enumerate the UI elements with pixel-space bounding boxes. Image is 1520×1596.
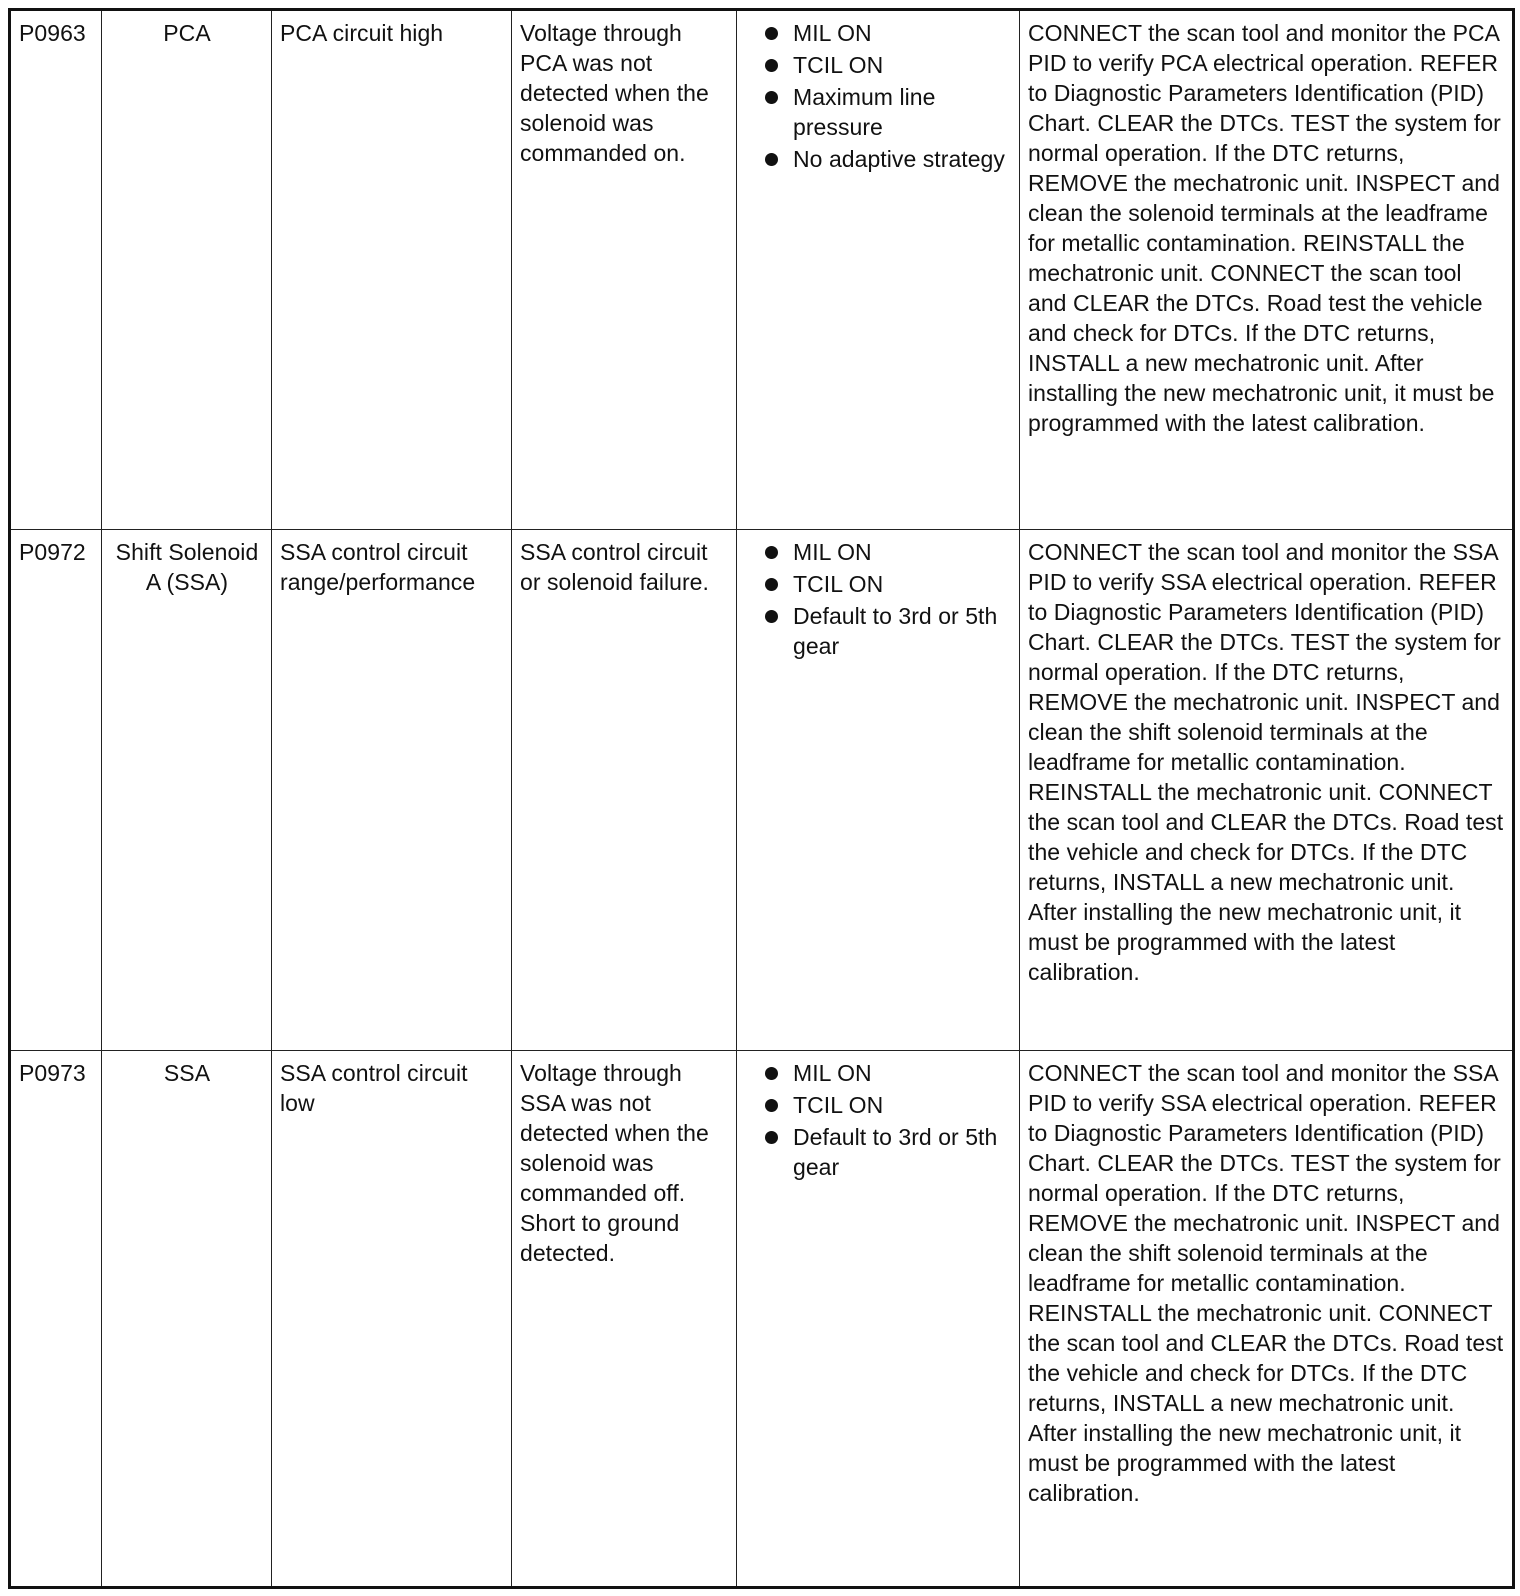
description: SSA control circuit low (272, 1051, 512, 1588)
symptom-text: MIL ON (793, 1060, 872, 1086)
symptoms-cell (737, 1051, 1020, 1588)
symptom-item (745, 1058, 1012, 1088)
bullet-icon (765, 610, 778, 623)
symptom-text: MIL ON (793, 20, 872, 46)
action: CONNECT the scan tool and monitor the SSA PID to verify SSA electrical operation. REFER to Diagnostic Parameters Identification (PID) Chart. CLEAR the DTCs. TEST the system for normal operation. If the DTC returns, REMOVE the mechatronic unit. INSPECT and clean the shift solenoid terminals at the leadframe for metallic contamination. REINSTALL the mechatronic unit. CONNECT the scan tool and CLEAR the DTCs. Road test the vehicle and check for DTCs. If the DTC returns, INSTALL a new mechatronic unit. After installing the new mechatronic unit, it must be programmed with the latest calibration. (1020, 530, 1514, 1051)
symptoms-cell (737, 10, 1020, 530)
symptom-text: TCIL ON (793, 571, 884, 597)
bullet-icon (765, 153, 778, 166)
table-row (10, 530, 1514, 1051)
condition: SSA control circuit or solenoid failure. (512, 530, 737, 1051)
symptom-text: No adaptive strategy (793, 146, 1005, 172)
symptom-item (745, 569, 1012, 599)
description: SSA control circuit range/performance (272, 530, 512, 1051)
action: CONNECT the scan tool and monitor the SSA PID to verify SSA electrical operation. REFER to Diagnostic Parameters Identification (PID) Chart. CLEAR the DTCs. TEST the system for normal operation. If the DTC returns, REMOVE the mechatronic unit. INSPECT and clean the shift solenoid terminals at the leadframe for metallic contamination. REINSTALL the mechatronic unit. CONNECT the scan tool and CLEAR the DTCs. Road test the vehicle and check for DTCs. If the DTC returns, INSTALL a new mechatronic unit. After installing the new mechatronic unit, it must be programmed with the latest calibration. (1020, 1051, 1514, 1588)
action: CONNECT the scan tool and monitor the PCA PID to verify PCA electrical operation. REFER to Diagnostic Parameters Identification (PID) Chart. CLEAR the DTCs. TEST the system for normal operation. If the DTC returns, REMOVE the mechatronic unit. INSPECT and clean the solenoid terminals at the leadframe for metallic contamination. REINSTALL the mechatronic unit. CONNECT the scan tool and CLEAR the DTCs. Road test the vehicle and check for DTCs. If the DTC returns, INSTALL a new mechatronic unit. After installing the new mechatronic unit, it must be programmed with the latest calibration. (1020, 10, 1514, 530)
symptom-item (745, 537, 1012, 567)
symptom-item (745, 82, 1012, 142)
bullet-icon (765, 1099, 778, 1112)
component: SSA (102, 1051, 272, 1588)
condition: Voltage through SSA was not detected when the solenoid was commanded off. Short to ground detected. (512, 1051, 737, 1588)
dtc-code: P0963 (10, 10, 102, 530)
symptom-text: TCIL ON (793, 1092, 884, 1118)
symptom-list (745, 537, 1012, 661)
document-page (8, 8, 1512, 1586)
description: PCA circuit high (272, 10, 512, 530)
component: PCA (102, 10, 272, 530)
table-row (10, 10, 1514, 530)
dtc-code: P0973 (10, 1051, 102, 1588)
symptom-item (745, 601, 1012, 661)
bullet-icon (765, 1067, 778, 1080)
symptom-text: MIL ON (793, 539, 872, 565)
bullet-icon (765, 27, 778, 40)
dtc-code: P0972 (10, 530, 102, 1051)
bullet-icon (765, 578, 778, 591)
bullet-icon (765, 1131, 778, 1144)
symptom-item (745, 1090, 1012, 1120)
bullet-icon (765, 91, 778, 104)
symptom-text: Maximum line pressure (793, 84, 936, 140)
symptom-text: TCIL ON (793, 52, 884, 78)
bullet-icon (765, 546, 778, 559)
symptom-list (745, 18, 1012, 174)
symptom-item (745, 18, 1012, 48)
symptom-text: Default to 3rd or 5th gear (793, 603, 998, 659)
condition: Voltage through PCA was not detected when the solenoid was commanded on. (512, 10, 737, 530)
table-row (10, 1051, 1514, 1588)
symptom-text: Default to 3rd or 5th gear (793, 1124, 998, 1180)
symptom-list (745, 1058, 1012, 1182)
bullet-icon (765, 59, 778, 72)
dtc-table (8, 8, 1515, 1589)
symptom-item (745, 1122, 1012, 1182)
component: Shift Solenoid A (SSA) (102, 530, 272, 1051)
symptoms-cell (737, 530, 1020, 1051)
symptom-item (745, 144, 1012, 174)
symptom-item (745, 50, 1012, 80)
